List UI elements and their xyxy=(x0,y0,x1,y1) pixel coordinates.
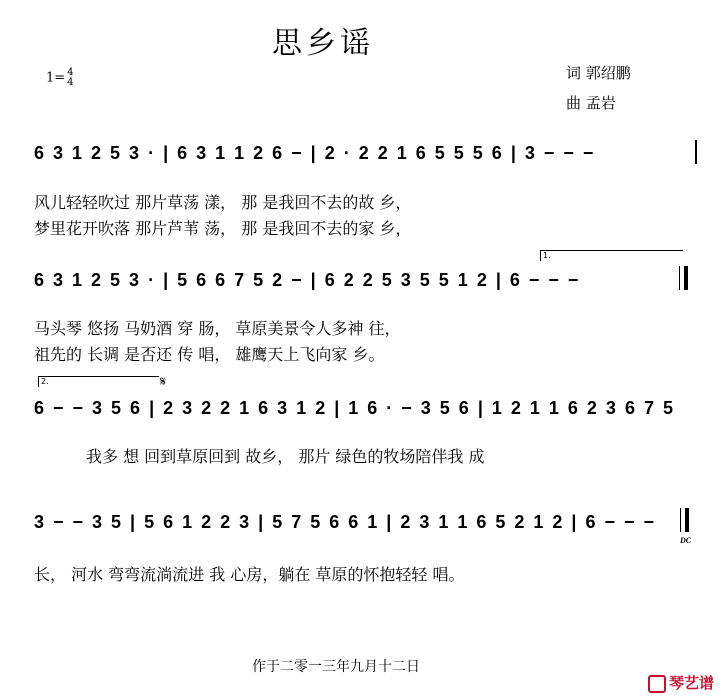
lyrics-row-2-verse-1: 马头琴 悠扬 马奶酒 穿 肠， 草原美景令人多神 往， xyxy=(34,319,401,338)
key-label: 1= xyxy=(46,70,66,86)
lyrics-row-1-verse-1: 风儿轻轻吹过 那片草荡 漾， 那 是我回不去的故 乡， xyxy=(34,193,412,212)
lyrics-row-2-verse-2: 祖先的 长调 是否还 传 唱， 雄鹰天上飞向家 乡。 xyxy=(34,345,385,364)
song-title: 思乡谣 xyxy=(272,26,374,61)
final-barline-thin xyxy=(680,508,681,532)
watermark-text: 琴艺谱 xyxy=(669,674,715,692)
notation-row-1: 6 3 1 2 5 3 · | 6 3 1 1 2 6 − | 2 · 2 2 1 6 5 5 5 6 | 3 − − − xyxy=(34,143,596,163)
lyrics-row-1-verse-2: 梦里花开吹落 那片芦苇 荡， 那 是我回不去的家 乡， xyxy=(34,219,412,238)
composition-date: 作于二零一三年九月十二日 xyxy=(252,659,420,675)
key-signature xyxy=(46,68,74,88)
first-ending-bracket: 1. xyxy=(540,250,683,261)
da-capo-mark: DC xyxy=(680,536,692,545)
lyrics-row-3: 我多 想 回到草原回到 故乡， 那片 绿色的牧场陪伴我 成 xyxy=(86,447,485,466)
segno-sign: 𝄋 xyxy=(160,374,167,390)
barline xyxy=(695,140,697,164)
watermark-logo xyxy=(648,672,714,693)
lyrics-row-4: 长， 河水 弯弯流淌流进 我 心房，躺在 草原的怀抱轻轻 唱。 xyxy=(34,565,465,584)
time-signature xyxy=(67,68,73,88)
notation-row-2: 6 3 1 2 5 3 · | 5 6 6 7 5 2 − | 6 2 2 5 3 5 5 1 2 | 6 − − − xyxy=(34,270,581,290)
logo-icon xyxy=(648,675,666,693)
repeat-barline-thin xyxy=(679,266,680,290)
time-denominator: 4 xyxy=(67,77,74,88)
final-barline-thick xyxy=(685,508,689,532)
time-numerator: 4 xyxy=(67,67,74,78)
composer-credit: 曲 孟岩 xyxy=(566,94,616,112)
repeat-barline-thick xyxy=(684,266,688,290)
notation-row-4: 3 − − 3 5 | 5 6 1 2 2 3 | 5 7 5 6 6 1 | 2 3 1 1 6 5 2 1 2 | 6 − − − xyxy=(34,512,657,532)
second-ending-bracket: 2. xyxy=(38,376,159,387)
notation-row-3: 6 − − 3 5 6 | 2 3 2 2 1 6 3 1 2 | 1 6 · − 3 5 6 | 1 2 1 1 6 2 3 6 7 5 xyxy=(34,398,675,418)
lyricist-credit: 词 郭绍鹏 xyxy=(566,64,631,82)
